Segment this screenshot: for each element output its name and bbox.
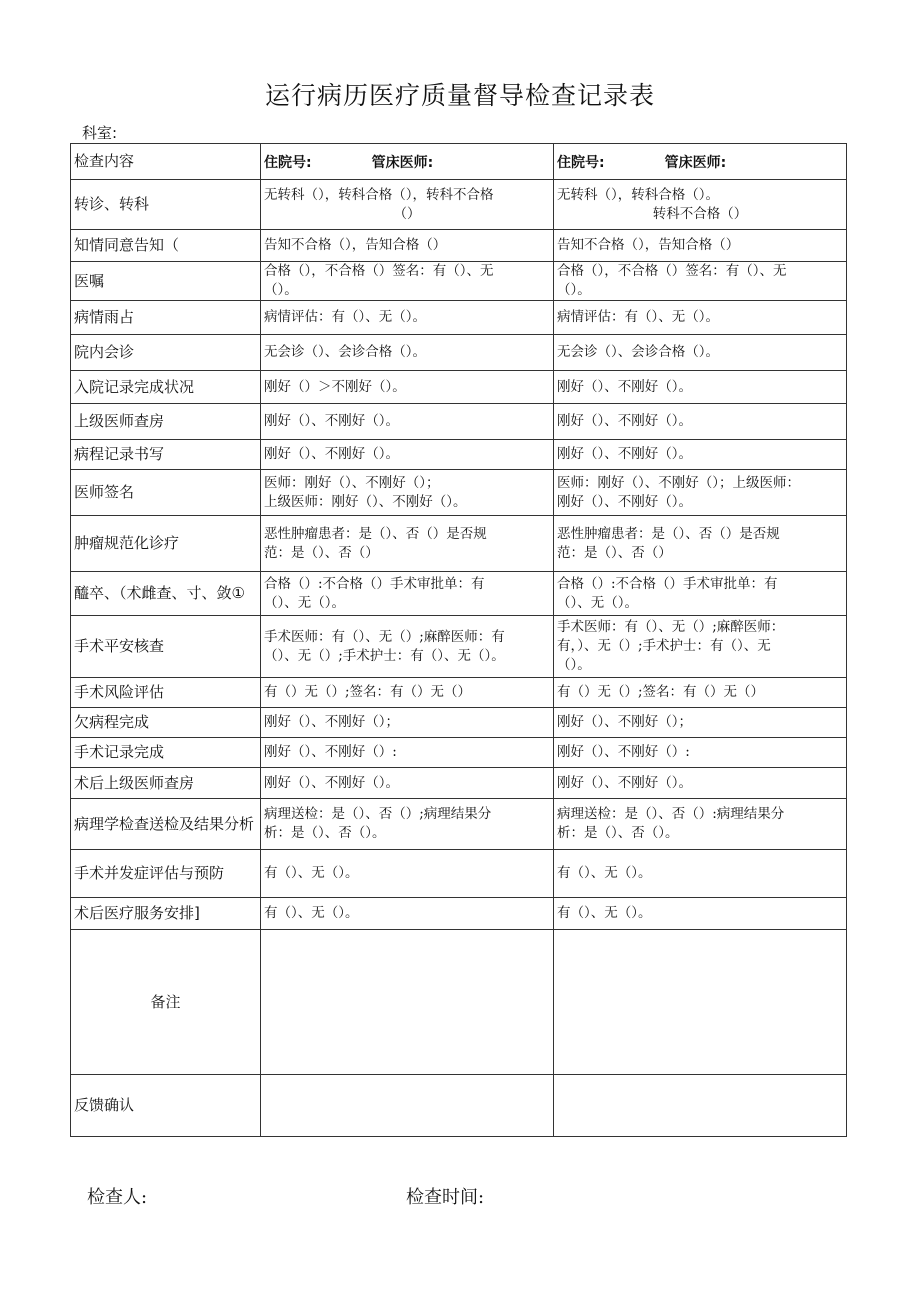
check-option-line: 有（）、无（）。 — [264, 865, 359, 881]
check-option-line: 告知不合格（），告知合格（） — [264, 237, 447, 253]
patient2-feedback-cell[interactable] — [554, 1075, 847, 1137]
check-option-line: 有（）、无（）。 — [557, 905, 652, 921]
row-label: 醯卒、（术雌查、寸、敛① — [71, 572, 261, 616]
check-option-line: 刚好（）、不刚好（）； — [557, 714, 692, 730]
patient2-check-cell[interactable] — [554, 678, 847, 708]
table-row — [71, 898, 847, 930]
check-option-line: 刚好（）、不刚好（）: — [264, 744, 397, 760]
table-row — [71, 371, 847, 404]
row-label: 知情同意告知（ — [71, 230, 261, 262]
check-option-line: 有（）、无（）。 — [557, 865, 652, 881]
check-option-line: 上级医师：刚好（）、不刚好（）。 — [264, 493, 467, 510]
check-option-line: 医师：刚好（）、不刚好（）；上级医师： — [557, 474, 800, 491]
patient2-check-cell[interactable] — [554, 371, 847, 404]
patient1-admission-label: 住院号: — [264, 154, 312, 171]
patient1-check-cell[interactable] — [261, 799, 554, 850]
check-option-line: （） — [393, 205, 421, 222]
table-row — [71, 738, 847, 768]
patient1-check-cell[interactable] — [261, 708, 554, 738]
row-label: 术后上级医师查房 — [71, 768, 261, 799]
check-option-line: （）。 — [557, 282, 591, 298]
patient1-doctor-label: 管床医师: — [371, 154, 434, 171]
check-option-line: 病情评估：有（）、无（）。 — [557, 309, 719, 325]
check-option-line: 合格（），不合格（）签名：有（）、无 — [557, 263, 787, 279]
check-option-line: 范：是（）、否（） — [264, 544, 379, 561]
check-option-line: （）、无（）。 — [264, 594, 345, 611]
table-row — [71, 616, 847, 678]
patient2-check-cell[interactable] — [554, 850, 847, 898]
check-option-line: （）。 — [264, 282, 298, 298]
check-option-line: 有（）无（）;签名：有（）无（） — [557, 684, 765, 700]
check-option-line: 刚好（）、不刚好（）。 — [557, 378, 692, 395]
header-patient2-cell[interactable] — [554, 144, 847, 180]
patient1-remarks-cell[interactable] — [261, 930, 554, 1075]
check-option-line: 析：是（）、否（）。 — [264, 825, 386, 841]
inspect-time-label: 检查时间: — [406, 1187, 485, 1208]
patient2-check-cell[interactable] — [554, 470, 847, 516]
check-option-line: 医师：刚好（）、不刚好（）； — [264, 474, 440, 491]
patient1-check-cell[interactable] — [261, 262, 554, 301]
row-label: 手术风险评估 — [71, 678, 261, 708]
table-row — [71, 230, 847, 262]
table-row — [71, 262, 847, 301]
check-option-line: 析：是（）、否（）。 — [557, 825, 679, 841]
table-row — [71, 440, 847, 470]
table-row — [71, 850, 847, 898]
patient2-check-cell[interactable] — [554, 404, 847, 440]
check-option-line: 转科不合格（） — [652, 205, 748, 222]
patient1-check-cell[interactable] — [261, 768, 554, 799]
row-label: 病情雨占 — [71, 301, 261, 335]
patient1-check-cell[interactable] — [261, 230, 554, 262]
check-option-line: 无会诊（）、会诊合格（）。 — [264, 344, 426, 360]
row-label: 手术平安核查 — [71, 616, 261, 678]
feedback-label: 反馈确认 — [71, 1075, 261, 1137]
table-header-row — [71, 144, 847, 180]
patient2-check-cell[interactable] — [554, 230, 847, 262]
patient1-check-cell[interactable] — [261, 335, 554, 371]
row-label: 病程记录书写 — [71, 440, 261, 470]
feedback-row — [71, 1075, 847, 1137]
table-row — [71, 572, 847, 616]
row-label: 医师签名 — [71, 470, 261, 516]
check-option-line: 恶性肿瘤患者：是（）、否（）是否规 — [264, 525, 487, 542]
table-row — [71, 301, 847, 335]
check-option-line: 手术医师：有（）、无（）;麻醉医师：有 — [264, 628, 505, 645]
patient2-check-cell[interactable] — [554, 708, 847, 738]
patient1-check-cell[interactable] — [261, 180, 554, 230]
check-option-line: 有（）无（）;签名：有（）无（） — [264, 684, 472, 700]
patient2-doctor-label: 管床医师: — [664, 154, 727, 171]
row-label: 术后医疗服务安排] — [71, 898, 261, 930]
table-row — [71, 799, 847, 850]
table-row — [71, 516, 847, 572]
remarks-row — [71, 930, 847, 1075]
patient2-remarks-cell[interactable] — [554, 930, 847, 1075]
patient1-check-cell[interactable] — [261, 572, 554, 616]
patient2-check-cell[interactable] — [554, 738, 847, 768]
patient1-check-cell[interactable] — [261, 301, 554, 335]
inspector-label: 检查人: — [87, 1187, 148, 1208]
patient2-check-cell[interactable] — [554, 262, 847, 301]
check-option-line: 合格（）:不合格（）手术审批单：有 — [557, 575, 778, 592]
check-option-line: 恶性肿瘤患者：是（）、否（）是否规 — [557, 525, 780, 542]
patient2-admission-label: 住院号: — [557, 154, 605, 171]
check-option-line: 刚好（）＞不刚好（）。 — [264, 378, 406, 395]
patient2-check-cell[interactable] — [554, 616, 847, 678]
patient2-check-cell[interactable] — [554, 301, 847, 335]
patient2-check-cell[interactable] — [554, 180, 847, 230]
row-label: 病理学检查送检及结果分析 — [71, 799, 261, 850]
patient2-check-cell[interactable] — [554, 898, 847, 930]
patient2-check-cell[interactable] — [554, 572, 847, 616]
patient1-check-cell[interactable] — [261, 440, 554, 470]
patient2-check-cell[interactable] — [554, 516, 847, 572]
row-label: 医嘱 — [71, 262, 261, 301]
patient2-check-cell[interactable] — [554, 799, 847, 850]
table-row — [71, 180, 847, 230]
check-option-line: 刚好（）、不刚好（）。 — [264, 413, 399, 429]
row-label: 手术并发症评估与预防 — [71, 850, 261, 898]
table-row — [71, 470, 847, 516]
patient1-check-cell[interactable] — [261, 898, 554, 930]
check-option-line: 范：是（）、否（） — [557, 544, 672, 561]
check-option-line: 合格（）:不合格（）手术审批单：有 — [264, 575, 485, 592]
check-option-line: 刚好（）、不刚好（）。 — [557, 413, 692, 429]
check-option-line: 病理送检：是（）、否（）:病理结果分 — [557, 806, 785, 822]
check-option-line: 有（）、无（）。 — [264, 905, 359, 921]
table-row — [71, 678, 847, 708]
department-label: 科室: — [82, 124, 118, 142]
remarks-label: 备注 — [71, 930, 261, 1075]
table-row — [71, 335, 847, 371]
patient1-check-cell[interactable] — [261, 371, 554, 404]
check-option-line: 刚好（）、不刚好（）。 — [557, 774, 692, 791]
check-option-line: 刚好（）、不刚好（）。 — [264, 774, 399, 791]
check-option-line: 刚好（）、不刚好（）: — [557, 744, 690, 760]
patient1-check-cell[interactable] — [261, 516, 554, 572]
patient1-check-cell[interactable] — [261, 470, 554, 516]
form-title: 运行病历医疗质量督导检查记录表 — [264, 81, 655, 110]
check-option-line: 刚好（）、不刚好（）。 — [557, 446, 692, 462]
row-label: 上级医师查房 — [71, 404, 261, 440]
patient2-check-cell[interactable] — [554, 335, 847, 371]
header-item-cell: 检查内容 — [71, 144, 261, 180]
table-row — [71, 708, 847, 738]
patient1-check-cell[interactable] — [261, 738, 554, 768]
check-option-line: （）、无（）。 — [557, 594, 638, 611]
row-label: 肿瘤规范化诊疗 — [71, 516, 261, 572]
check-option-line: 有，）、无（）;手术护士：有（）、无 — [557, 638, 771, 654]
check-option-line: 刚好（）、不刚好（）； — [264, 714, 399, 730]
patient2-check-cell[interactable] — [554, 440, 847, 470]
check-option-line: 无转科（），转科合格（）。 — [557, 186, 719, 203]
row-label: 转诊、转科 — [71, 180, 261, 230]
check-option-line: （）、无（）;手术护士：有（）、无（）。 — [264, 647, 505, 664]
check-option-line: 告知不合格（），告知合格（） — [557, 237, 740, 253]
check-option-line: 手术医师：有（）、无（）;麻醉医师： — [557, 619, 785, 635]
check-option-line: 刚好（）、不刚好（）。 — [557, 493, 692, 510]
check-option-line: 病理送检：是（）、否（）;病理结果分 — [264, 806, 492, 822]
table-row — [71, 768, 847, 799]
check-option-line: 刚好（）、不刚好（）。 — [264, 446, 399, 462]
row-label: 院内会诊 — [71, 335, 261, 371]
check-option-line: 无会诊（）、会诊合格（）。 — [557, 344, 719, 360]
patient1-check-cell[interactable] — [261, 404, 554, 440]
row-label: 入院记录完成状况 — [71, 371, 261, 404]
check-option-line: （）。 — [557, 657, 591, 673]
row-label: 欠病程完成 — [71, 708, 261, 738]
row-label: 手术记录完成 — [71, 738, 261, 768]
patient1-feedback-cell[interactable] — [261, 1075, 554, 1137]
check-option-line: 病情评估：有（）、无（）。 — [264, 309, 426, 325]
check-option-line: 合格（），不合格（）签名：有（）、无 — [264, 263, 494, 279]
patient1-check-cell[interactable] — [261, 616, 554, 678]
patient1-check-cell[interactable] — [261, 678, 554, 708]
check-option-line: 无转科（），转科合格（），转科不合格 — [264, 186, 494, 203]
header-patient1-cell[interactable] — [261, 144, 554, 180]
patient2-check-cell[interactable] — [554, 768, 847, 799]
patient1-check-cell[interactable] — [261, 850, 554, 898]
inspection-table — [70, 143, 847, 1137]
table-row — [71, 404, 847, 440]
